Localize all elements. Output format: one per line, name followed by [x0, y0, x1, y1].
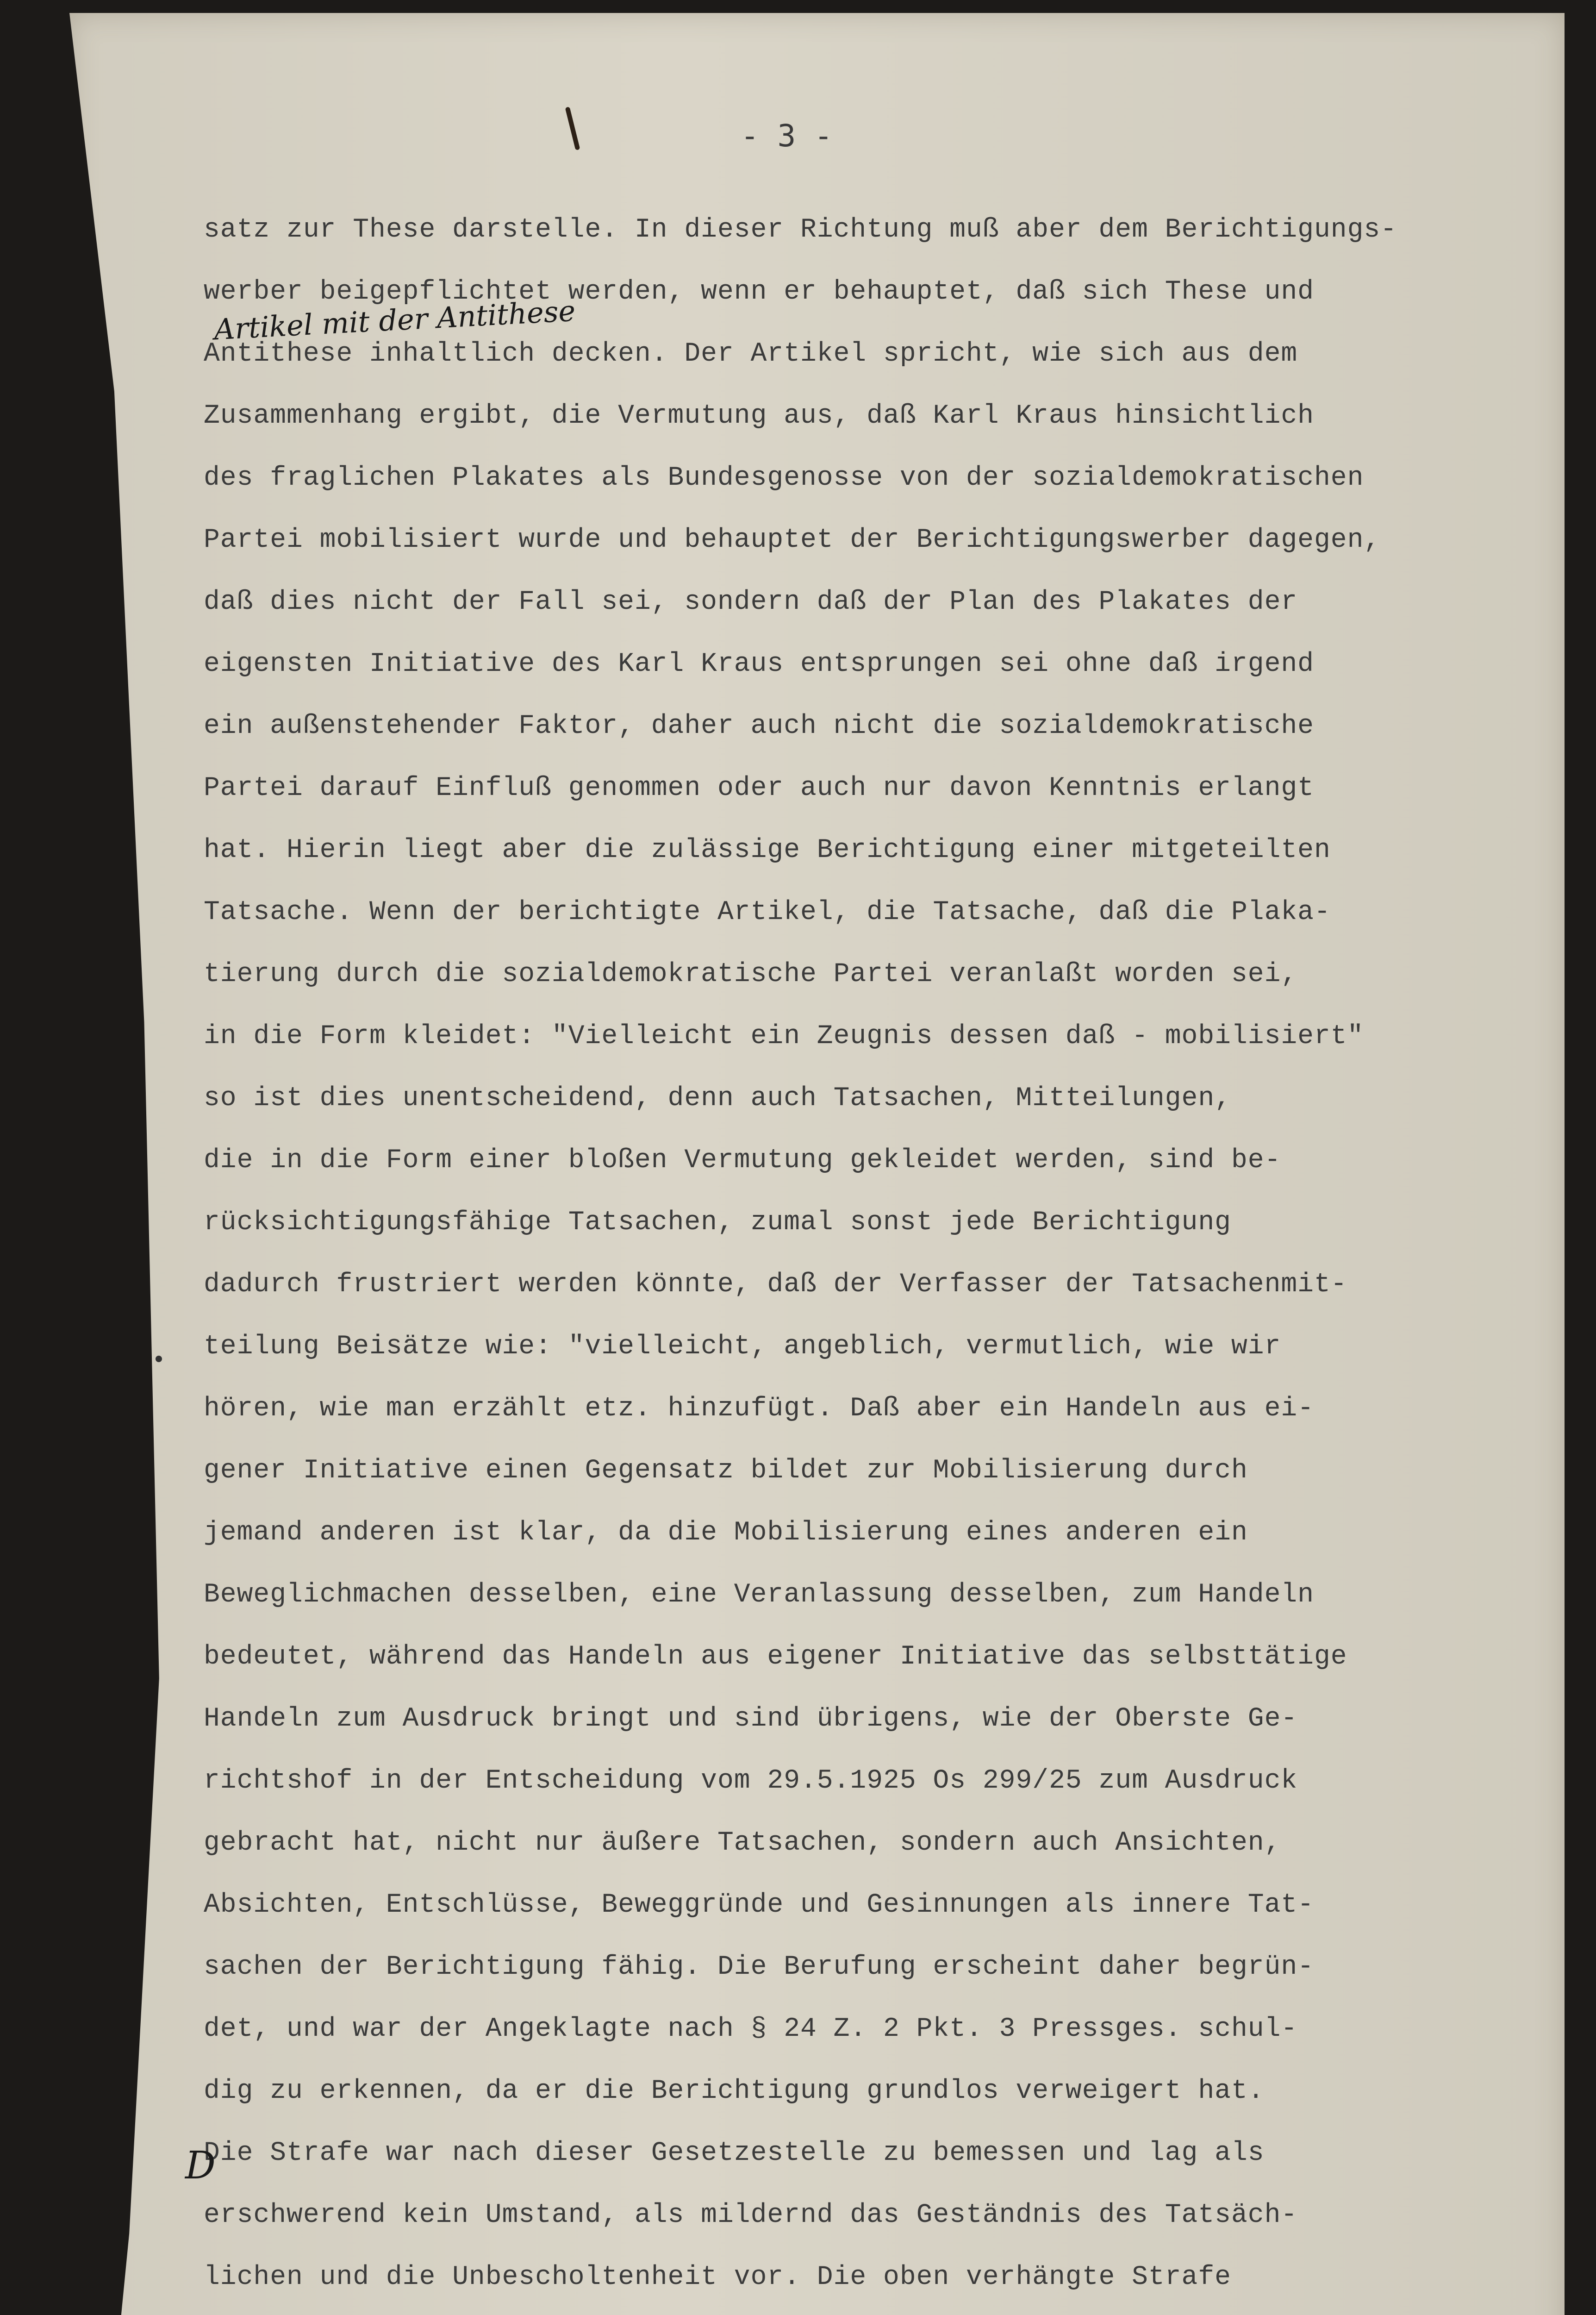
text-line: satz zur These darstelle. In dieser Richtung muß aber dem Berichtigungs-	[204, 215, 1397, 245]
text-line: des fraglichen Plakates als Bundesgenosse von der sozialdemokratischen	[204, 463, 1364, 493]
text-line: gebracht hat, nicht nur äußere Tatsachen, sondern auch Ansichten,	[204, 1828, 1281, 1858]
text-line: Die Strafe war nach dieser Gesetzestelle zu bemessen und lag als	[204, 2138, 1265, 2168]
text-line: bedeutet, während das Handeln aus eigener Initiative das selbsttätige	[204, 1642, 1347, 1672]
typed-body-text	[204, 199, 1555, 2315]
text-line: erschwerend kein Umstand, als mildernd das Geständnis des Tatsäch-	[204, 2200, 1298, 2230]
text-line: ein außenstehender Faktor, daher auch nicht die sozialdemokratische	[204, 711, 1314, 741]
text-line: Beweglichmachen desselben, eine Veranlassung desselben, zum Handeln	[204, 1580, 1314, 1610]
text-line: in die Form kleidet: "Vielleicht ein Zeugnis dessen daß - mobilisiert"	[204, 1021, 1364, 1051]
handwritten-insertion: Artikel mit der Antithese	[213, 294, 576, 347]
text-line: werber beigepflichtet werden, wenn er behauptet, daß sich These und	[204, 277, 1314, 307]
page-number: - 3 -	[741, 118, 833, 154]
text-line: teilung Beisätze wie: "vielleicht, angeblich, vermutlich, wie wir	[204, 1332, 1281, 1362]
text-line: Tatsache. Wenn der berichtigte Artikel, die Tatsache, daß die Plaka-	[204, 897, 1331, 927]
text-line: dadurch frustriert werden könnte, daß der Verfasser der Tatsachenmit-	[204, 1270, 1347, 1300]
text-line: lichen und die Unbescholtenheit vor. Die oben verhängte Strafe	[204, 2262, 1231, 2292]
text-line: richtshof in der Entscheidung vom 29.5.1925 Os 299/25 zum Ausdruck	[204, 1766, 1298, 1796]
text-line: Partei mobilisiert wurde und behauptet der Berichtigungswerber dagegen,	[204, 525, 1381, 555]
text-line: det, und war der Angeklagte nach § 24 Z. 2 Pkt. 3 Pressges. schul-	[204, 2014, 1298, 2044]
text-line: Absichten, Entschlüsse, Beweggründe und Gesinnungen als innere Tat-	[204, 1890, 1314, 1920]
handwritten-paragraph-mark: D	[185, 2144, 216, 2188]
ink-dot	[156, 1356, 162, 1362]
text-line: daß dies nicht der Fall sei, sondern daß der Plan des Plakates der	[204, 587, 1298, 617]
text-line: die in die Form einer bloßen Vermutung gekleidet werden, sind be-	[204, 1145, 1281, 1176]
text-line: hat. Hierin liegt aber die zulässige Berichtigung einer mitgeteilten	[204, 835, 1331, 865]
text-line: tierung durch die sozialdemokratische Partei veranlaßt worden sei,	[204, 959, 1298, 989]
text-line: eigensten Initiative des Karl Kraus entsprungen sei ohne daß irgend	[204, 649, 1314, 679]
text-line: Partei darauf Einfluß genommen oder auch nur davon Kenntnis erlangt	[204, 773, 1314, 803]
text-line: Zusammenhang ergibt, die Vermutung aus, daß Karl Kraus hinsichtlich	[204, 401, 1314, 431]
text-line: gener Initiative einen Gegensatz bildet zur Mobilisierung durch	[204, 1456, 1248, 1486]
text-line	[204, 2309, 1555, 2315]
text-line: sachen der Berichtigung fähig. Die Berufung erscheint daher begrün-	[204, 1952, 1314, 1982]
text-line: jemand anderen ist klar, da die Mobilisierung eines anderen ein	[204, 1518, 1248, 1548]
text-line: Antithese inhaltlich decken. Der Artikel spricht, wie sich aus dem	[204, 339, 1298, 369]
text-line: rücksichtigungsfähige Tatsachen, zumal sonst jede Berichtigung	[204, 1208, 1231, 1238]
text-line: hören, wie man erzählt etz. hinzufügt. Daß aber ein Handeln aus ei-	[204, 1394, 1314, 1424]
text-line: Handeln zum Ausdruck bringt und sind übrigens, wie der Oberste Ge-	[204, 1704, 1298, 1734]
text-line: so ist dies unentscheidend, denn auch Tatsachen, Mitteilungen,	[204, 1083, 1231, 1114]
text-line: dig zu erkennen, da er die Berichtigung grundlos verweigert hat.	[204, 2076, 1265, 2106]
